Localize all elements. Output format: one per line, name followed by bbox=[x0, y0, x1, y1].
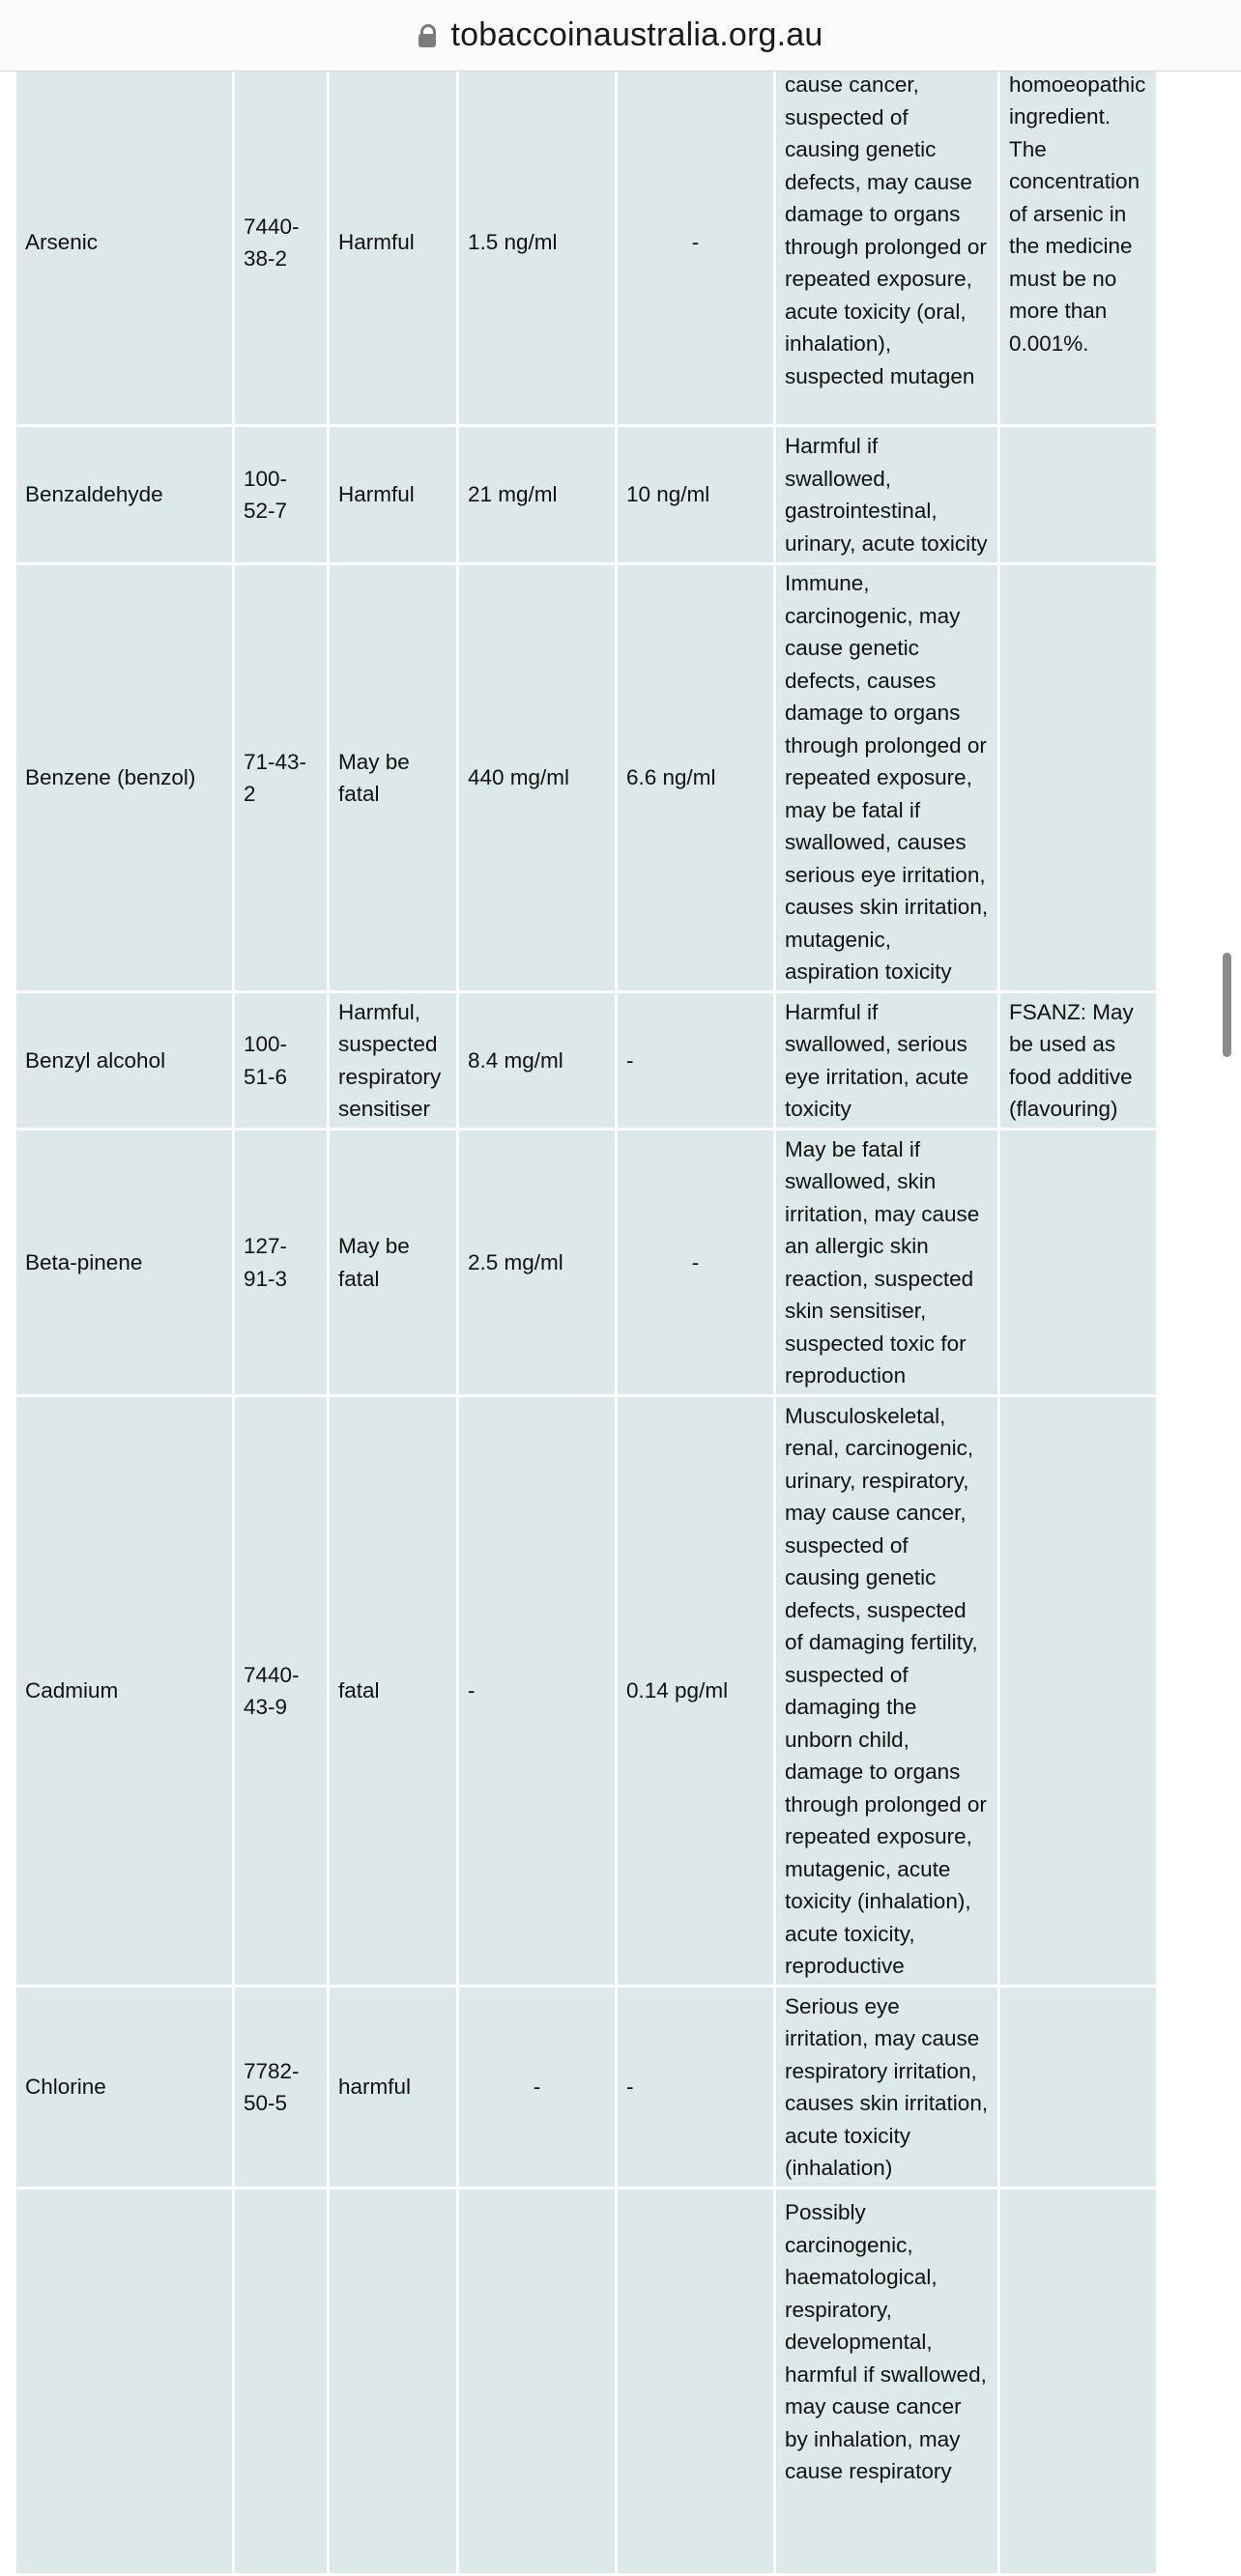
chemical-name: Cadmium bbox=[16, 1397, 235, 1988]
table-row bbox=[16, 2190, 1159, 2576]
cas-number: 7440-38-2 bbox=[235, 0, 330, 427]
table-row bbox=[16, 993, 1159, 1131]
concentration-2: 6.6 ng/ml bbox=[618, 565, 776, 993]
url-domain[interactable]: tobaccoinaustralia.org.au bbox=[450, 16, 823, 53]
concentration-2: - bbox=[618, 1131, 776, 1397]
vertical-scrollbar[interactable] bbox=[1223, 953, 1231, 1057]
health-effects: cause cancer, suspected of causing genetic defects, may cause damage to organs through prolonged or repeated exposure, acute toxicity (oral, inhalation), suspected mutagen bbox=[776, 0, 1000, 427]
table-row bbox=[16, 427, 1159, 565]
table-row bbox=[16, 1988, 1159, 2190]
chemical-name: Benzaldehyde bbox=[16, 427, 235, 565]
hazard-classification: May be fatal bbox=[330, 565, 459, 993]
hazard-classification: Harmful, suspected respiratory sensitiser bbox=[330, 993, 459, 1131]
regulatory-notes bbox=[1000, 1131, 1159, 1397]
table-row bbox=[16, 1131, 1159, 1397]
regulatory-notes: FSANZ: May be used as food additive (flavouring) bbox=[1000, 993, 1159, 1131]
hazard-classification: May be fatal bbox=[330, 1131, 459, 1397]
concentration-1: 21 mg/ml bbox=[459, 427, 618, 565]
cas-number: 100-52-7 bbox=[235, 427, 330, 565]
health-effects: Serious eye irritation, may cause respiratory irritation, causes skin irritation, acute toxicity (inhalation) bbox=[776, 1988, 1000, 2190]
chemical-name: Chlorine bbox=[16, 1988, 235, 2190]
cas-number: 7440-43-9 bbox=[235, 1397, 330, 1988]
concentration-1: 440 mg/ml bbox=[459, 565, 618, 993]
chemicals-table bbox=[16, 0, 1159, 2576]
concentration-1: - bbox=[459, 1988, 618, 2190]
cas-number bbox=[235, 2190, 330, 2576]
health-effects: Harmful if swallowed, serious eye irritation, acute toxicity bbox=[776, 993, 1000, 1131]
regulatory-notes: homoeopathic ingredient. The concentration of arsenic in the medicine must be no more than 0.001%. bbox=[1000, 0, 1159, 427]
hazard-classification: Harmful bbox=[330, 427, 459, 565]
concentration-1: - bbox=[459, 1397, 618, 1988]
hazard-classification bbox=[330, 2190, 459, 2576]
concentration-1: 8.4 mg/ml bbox=[459, 993, 618, 1131]
chemical-name: Benzyl alcohol bbox=[16, 993, 235, 1131]
cas-number: 100-51-6 bbox=[235, 993, 330, 1131]
hazard-classification: fatal bbox=[330, 1397, 459, 1988]
health-effects: Musculoskeletal, renal, carcinogenic, urinary, respiratory, may cause cancer, suspected of causing genetic defects, suspected of damaging fertility, suspected of damaging the unborn child, damage to organs through prolonged or repeated exposure, mutagenic, acute toxicity (inhalation), acute toxicity, reproductive bbox=[776, 1397, 1000, 1988]
regulatory-notes bbox=[1000, 565, 1159, 993]
regulatory-notes bbox=[1000, 2190, 1159, 2576]
concentration-2: 10 ng/ml bbox=[618, 427, 776, 565]
hazard-classification: harmful bbox=[330, 1988, 459, 2190]
chemical-name: Beta-pinene bbox=[16, 1131, 235, 1397]
regulatory-notes bbox=[1000, 427, 1159, 565]
chemical-name: Benzene (benzol) bbox=[16, 565, 235, 993]
health-effects: Possibly carcinogenic, haematological, respiratory, developmental, harmful if swallowed, may cause cancer by inhalation, may cause respiratory bbox=[776, 2190, 1000, 2576]
lock-icon bbox=[418, 24, 436, 47]
regulatory-notes bbox=[1000, 1988, 1159, 2190]
hazard-classification: Harmful bbox=[330, 0, 459, 427]
table-row bbox=[16, 1397, 1159, 1988]
concentration-2: - bbox=[618, 993, 776, 1131]
chemical-name: Arsenic bbox=[16, 0, 235, 427]
cas-number: 71-43-2 bbox=[235, 565, 330, 993]
cas-number: 127-91-3 bbox=[235, 1131, 330, 1397]
regulatory-notes bbox=[1000, 1397, 1159, 1988]
cas-number: 7782-50-5 bbox=[235, 1988, 330, 2190]
concentration-2 bbox=[618, 2190, 776, 2576]
concentration-2: - bbox=[618, 1988, 776, 2190]
health-effects: May be fatal if swallowed, skin irritation, may cause an allergic skin reaction, suspected skin sensitiser, suspected toxic for reproduction bbox=[776, 1131, 1000, 1397]
concentration-1: 1.5 ng/ml bbox=[459, 0, 618, 427]
table-row bbox=[16, 565, 1159, 993]
health-effects: Immune, carcinogenic, may cause genetic defects, causes damage to organs through prolonged or repeated exposure, may be fatal if swallowed, causes serious eye irritation, causes skin irritation, mutagenic, aspiration toxicity bbox=[776, 565, 1000, 993]
concentration-2: - bbox=[618, 0, 776, 427]
concentration-1: 2.5 mg/ml bbox=[459, 1131, 618, 1397]
chemical-name bbox=[16, 2190, 235, 2576]
browser-url-bar[interactable] bbox=[0, 0, 1241, 72]
concentration-1 bbox=[459, 2190, 618, 2576]
concentration-2: 0.14 pg/ml bbox=[618, 1397, 776, 1988]
health-effects: Harmful if swallowed, gastrointestinal, urinary, acute toxicity bbox=[776, 427, 1000, 565]
